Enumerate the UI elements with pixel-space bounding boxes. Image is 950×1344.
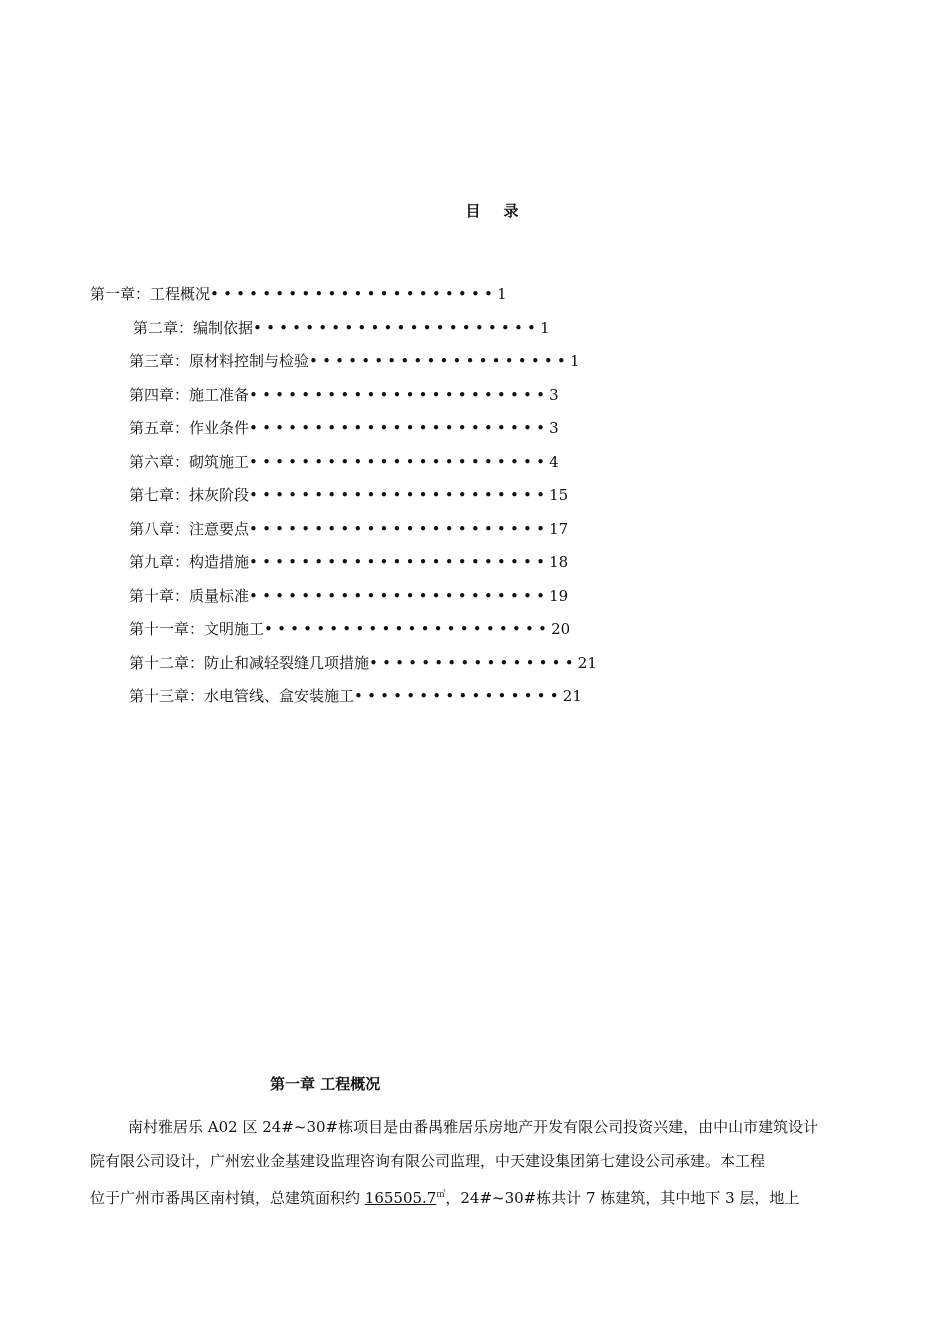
toc-leader-dots: •••••••••••••••••••••••	[249, 553, 550, 571]
toc-page-number: 1	[540, 318, 550, 337]
area-unit: ㎡	[436, 1190, 446, 1200]
toc-entry[interactable]	[129, 350, 580, 372]
toc-page-number: 1	[569, 352, 580, 370]
toc-entry-label: 第十三章：水电管线、盒安装施工	[129, 687, 355, 705]
toc-entry-label: 第十二章：防止和减轻裂缝几项措施	[129, 653, 370, 672]
toc-entry[interactable]	[129, 585, 568, 607]
toc-page-number: 17	[549, 519, 569, 538]
toc-entry-label: 第十章：质量标准	[129, 586, 250, 605]
toc-entry-label: 第一章：工程概况	[90, 285, 211, 303]
toc-entry[interactable]	[129, 518, 568, 540]
toc-entry-label: 第八章：注意要点	[129, 519, 250, 538]
toc-leader-dots: •••••••••••••••••••••••	[249, 419, 550, 437]
toc-page-number: 3	[549, 385, 559, 404]
toc-entry[interactable]	[90, 283, 507, 305]
toc-leader-dots: ••••••••••••••••••••	[309, 352, 570, 370]
toc-entry-label: 第七章：抹灰阶段	[129, 486, 250, 504]
toc-entry-label: 第十一章：文明施工	[129, 620, 265, 638]
toc-leader-dots: •••••••••••••••••••••••	[249, 519, 550, 538]
toc-entry[interactable]	[129, 484, 568, 506]
chapter-paragraph	[90, 1110, 860, 1212]
paragraph-text: ，24#~30#栋共计 7 栋建筑，其中地下 3 层，地上	[445, 1189, 800, 1207]
toc-title	[0, 200, 950, 221]
toc-leader-dots: •••••••••••••••••••••••	[249, 452, 550, 471]
toc-entry[interactable]	[129, 551, 568, 573]
toc-page-number: 21	[562, 687, 582, 705]
toc-entry-label: 第五章：作业条件	[129, 419, 250, 437]
toc-leader-dots: ••••••••••••••••	[354, 687, 563, 705]
toc-entry-label: 第二章：编制依据	[133, 318, 254, 337]
toc-page-number: 3	[549, 419, 559, 437]
paragraph-line-3	[90, 1178, 860, 1212]
toc-page-number: 15	[549, 486, 569, 504]
toc-entry[interactable]	[129, 652, 597, 674]
paragraph-line-2: 院有限公司设计，广州宏业金基建设监理咨询有限公司监理，中天建设集团第七建设公司承建。本工程	[90, 1152, 766, 1170]
chapter-heading: 第一章 工程概况	[270, 1075, 381, 1093]
toc-entry[interactable]	[129, 451, 559, 473]
paragraph-line-1: 南村雅居乐 A02 区 24#~30#栋项目是由番禺雅居乐房地产开发有限公司投资兴建，由中山市建筑设计	[128, 1118, 819, 1136]
toc-entry-label: 第六章：砌筑施工	[129, 452, 250, 471]
toc-leader-dots: ••••••••••••••••••••••	[264, 620, 552, 638]
toc-page-number: 21	[577, 653, 597, 672]
toc-entry-label: 第三章：原材料控制与检验	[129, 352, 310, 370]
toc-entry[interactable]	[133, 317, 550, 339]
toc-page-number: 4	[549, 452, 559, 471]
toc-leader-dots: ••••••••••••••••••••••	[210, 285, 498, 303]
toc-entry[interactable]	[129, 618, 570, 640]
toc-page-number: 1	[497, 285, 507, 303]
toc-page-number: 19	[549, 586, 569, 605]
toc-leader-dots: •••••••••••••••••••••••	[249, 586, 550, 605]
toc-leader-dots: ••••••••••••••••	[369, 653, 578, 672]
paragraph-text: 位于广州市番禺区南村镇，总建筑面积约	[90, 1189, 365, 1207]
toc-leader-dots: •••••••••••••••••••••••	[249, 486, 550, 504]
toc-entry[interactable]	[129, 417, 559, 439]
toc-entry[interactable]	[129, 685, 582, 707]
toc-leader-dots: ••••••••••••••••••••••	[253, 318, 541, 337]
toc-entry-label: 第四章：施工准备	[129, 385, 250, 404]
toc-page-number: 18	[549, 553, 569, 571]
toc-title-char-1: 目	[465, 202, 482, 220]
toc-entry[interactable]	[129, 384, 559, 406]
toc-title-char-2: 录	[503, 202, 520, 220]
toc-entry-label: 第九章：构造措施	[129, 553, 250, 571]
toc-page-number: 20	[551, 620, 571, 638]
toc-leader-dots: •••••••••••••••••••••••	[249, 385, 550, 404]
building-area-value: 165505.7	[364, 1189, 437, 1207]
